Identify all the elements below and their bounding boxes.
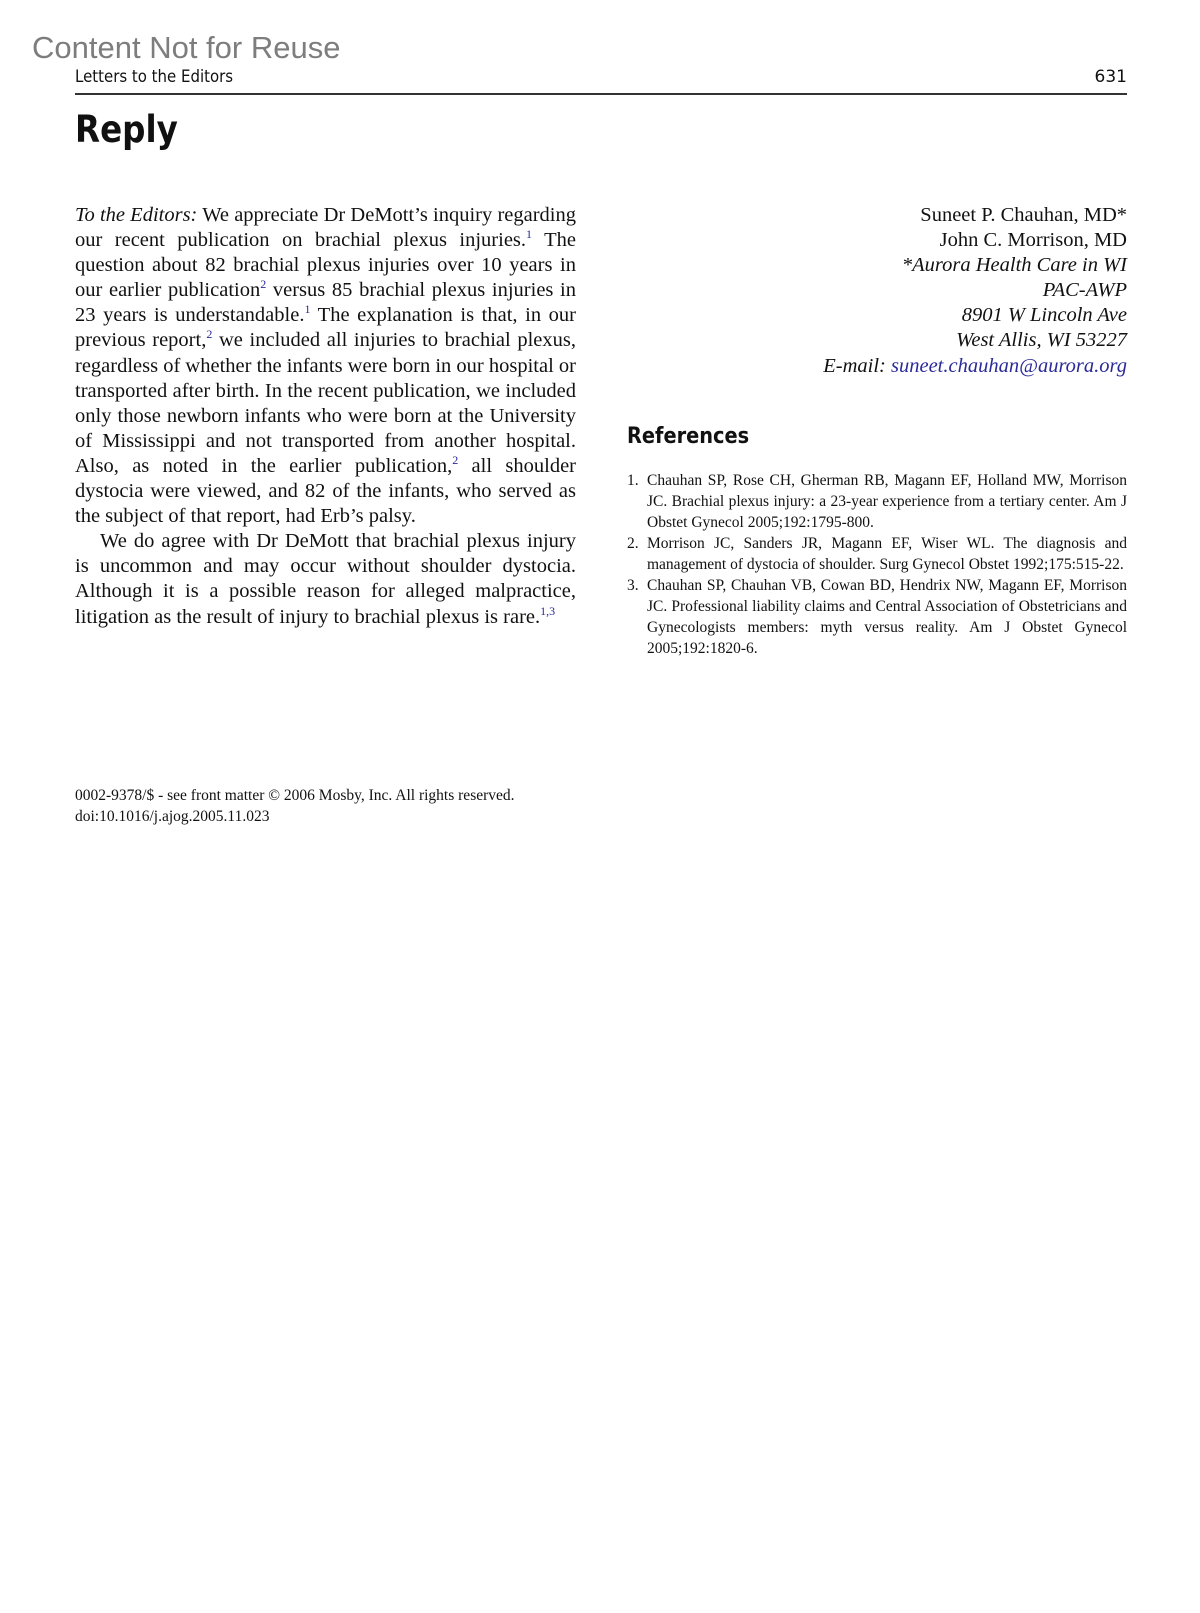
text: We do agree with Dr DeMott that brachial plexus injury is uncommon and may occur without shoulder dystocia. Although it is a possible reason for alleged malpractice, litigation as the result of injury to brachial plexus is rare. (75, 530, 576, 628)
text: The explanation is that, in our previous report, (75, 304, 576, 352)
signature-block (627, 203, 1127, 379)
reference-item (627, 575, 1127, 659)
affiliation-dept: PAC-AWP (1042, 279, 1127, 302)
citation-link[interactable]: 2 (206, 327, 213, 342)
citation-link[interactable]: 1 (304, 302, 311, 317)
street-address: 8901 W Lincoln Ave (961, 304, 1127, 327)
reference-number: 3. (627, 577, 639, 594)
copyright-line: 0002-9378/$ - see front matter © 2006 Mosby, Inc. All rights reserved. (75, 787, 515, 804)
reference-item (627, 533, 1127, 575)
copyright-footer (75, 785, 576, 827)
page-number: 631 (1094, 67, 1127, 87)
city-address: West Allis, WI 53227 (956, 329, 1127, 352)
reference-text: Morrison JC, Sanders JR, Magann EF, Wiser WL. The diagnosis and management of dystocia of shoulder. Surg Gynecol Obstet 1992;175:515-22. (647, 535, 1127, 573)
salutation: To the Editors: (75, 204, 198, 226)
letter-body (75, 203, 576, 630)
running-header (75, 67, 1127, 95)
citation-link[interactable]: 1,3 (540, 603, 556, 618)
reference-text: Chauhan SP, Chauhan VB, Cowan BD, Hendrix NW, Magann EF, Morrison JC. Professional liability claims and Central Association of Obstetricians and Gynecologists members: myth versus reality. Am J Obstet Gynecol 2005;192:1820-6. (647, 577, 1127, 657)
reference-number: 2. (627, 535, 639, 552)
email-label: E-mail: (823, 354, 886, 377)
section-name: Letters to the Editors (75, 67, 234, 87)
text: The question about 82 brachial plexus injuries over 10 years in our earlier publication (75, 229, 576, 302)
reference-text: Chauhan SP, Rose CH, Gherman RB, Magann EF, Holland MW, Morrison JC. Brachial plexus injury: a 23-year experience from a tertiary center. Am J Obstet Gynecol 2005;192:1795-800. (647, 472, 1127, 531)
references-heading: References (627, 424, 750, 449)
reference-item (627, 470, 1127, 533)
paragraph-2 (75, 529, 576, 629)
article-title: Reply (75, 108, 178, 151)
affiliation: *Aurora Health Care in WI (901, 254, 1127, 277)
paragraph-1 (75, 203, 576, 529)
author-2: John C. Morrison, MD (939, 229, 1127, 252)
text: all shoulder dystocia were viewed, and 82 of the infants, who served as the subject of that report, had Erb’s palsy. (75, 454, 576, 528)
watermark: Content Not for Reuse (32, 30, 341, 65)
text: versus 85 brachial plexus injuries in 23 years is understandable. (75, 279, 576, 327)
email-link[interactable]: suneet.chauhan@aurora.org (891, 354, 1127, 377)
citation-link[interactable]: 2 (452, 453, 459, 468)
reference-number: 1. (627, 472, 639, 489)
citation-link[interactable]: 2 (260, 277, 267, 292)
text: we included all injuries to brachial plexus, regardless of whether the infants were born in our hospital or transported after birth. In the recent publication, we included only those newborn infants who were born at the University of Mississippi and not transported from another hospital. Also, as noted in the earlier publication, (75, 329, 576, 477)
author-1: Suneet P. Chauhan, MD* (920, 204, 1127, 226)
doi-line: doi:10.1016/j.ajog.2005.11.023 (75, 808, 270, 825)
text: We appreciate Dr DeMott’s inquiry regarding our recent publication on brachial plexus injuries. (75, 204, 576, 252)
reference-list (627, 470, 1127, 659)
citation-link[interactable]: 1 (526, 227, 533, 242)
